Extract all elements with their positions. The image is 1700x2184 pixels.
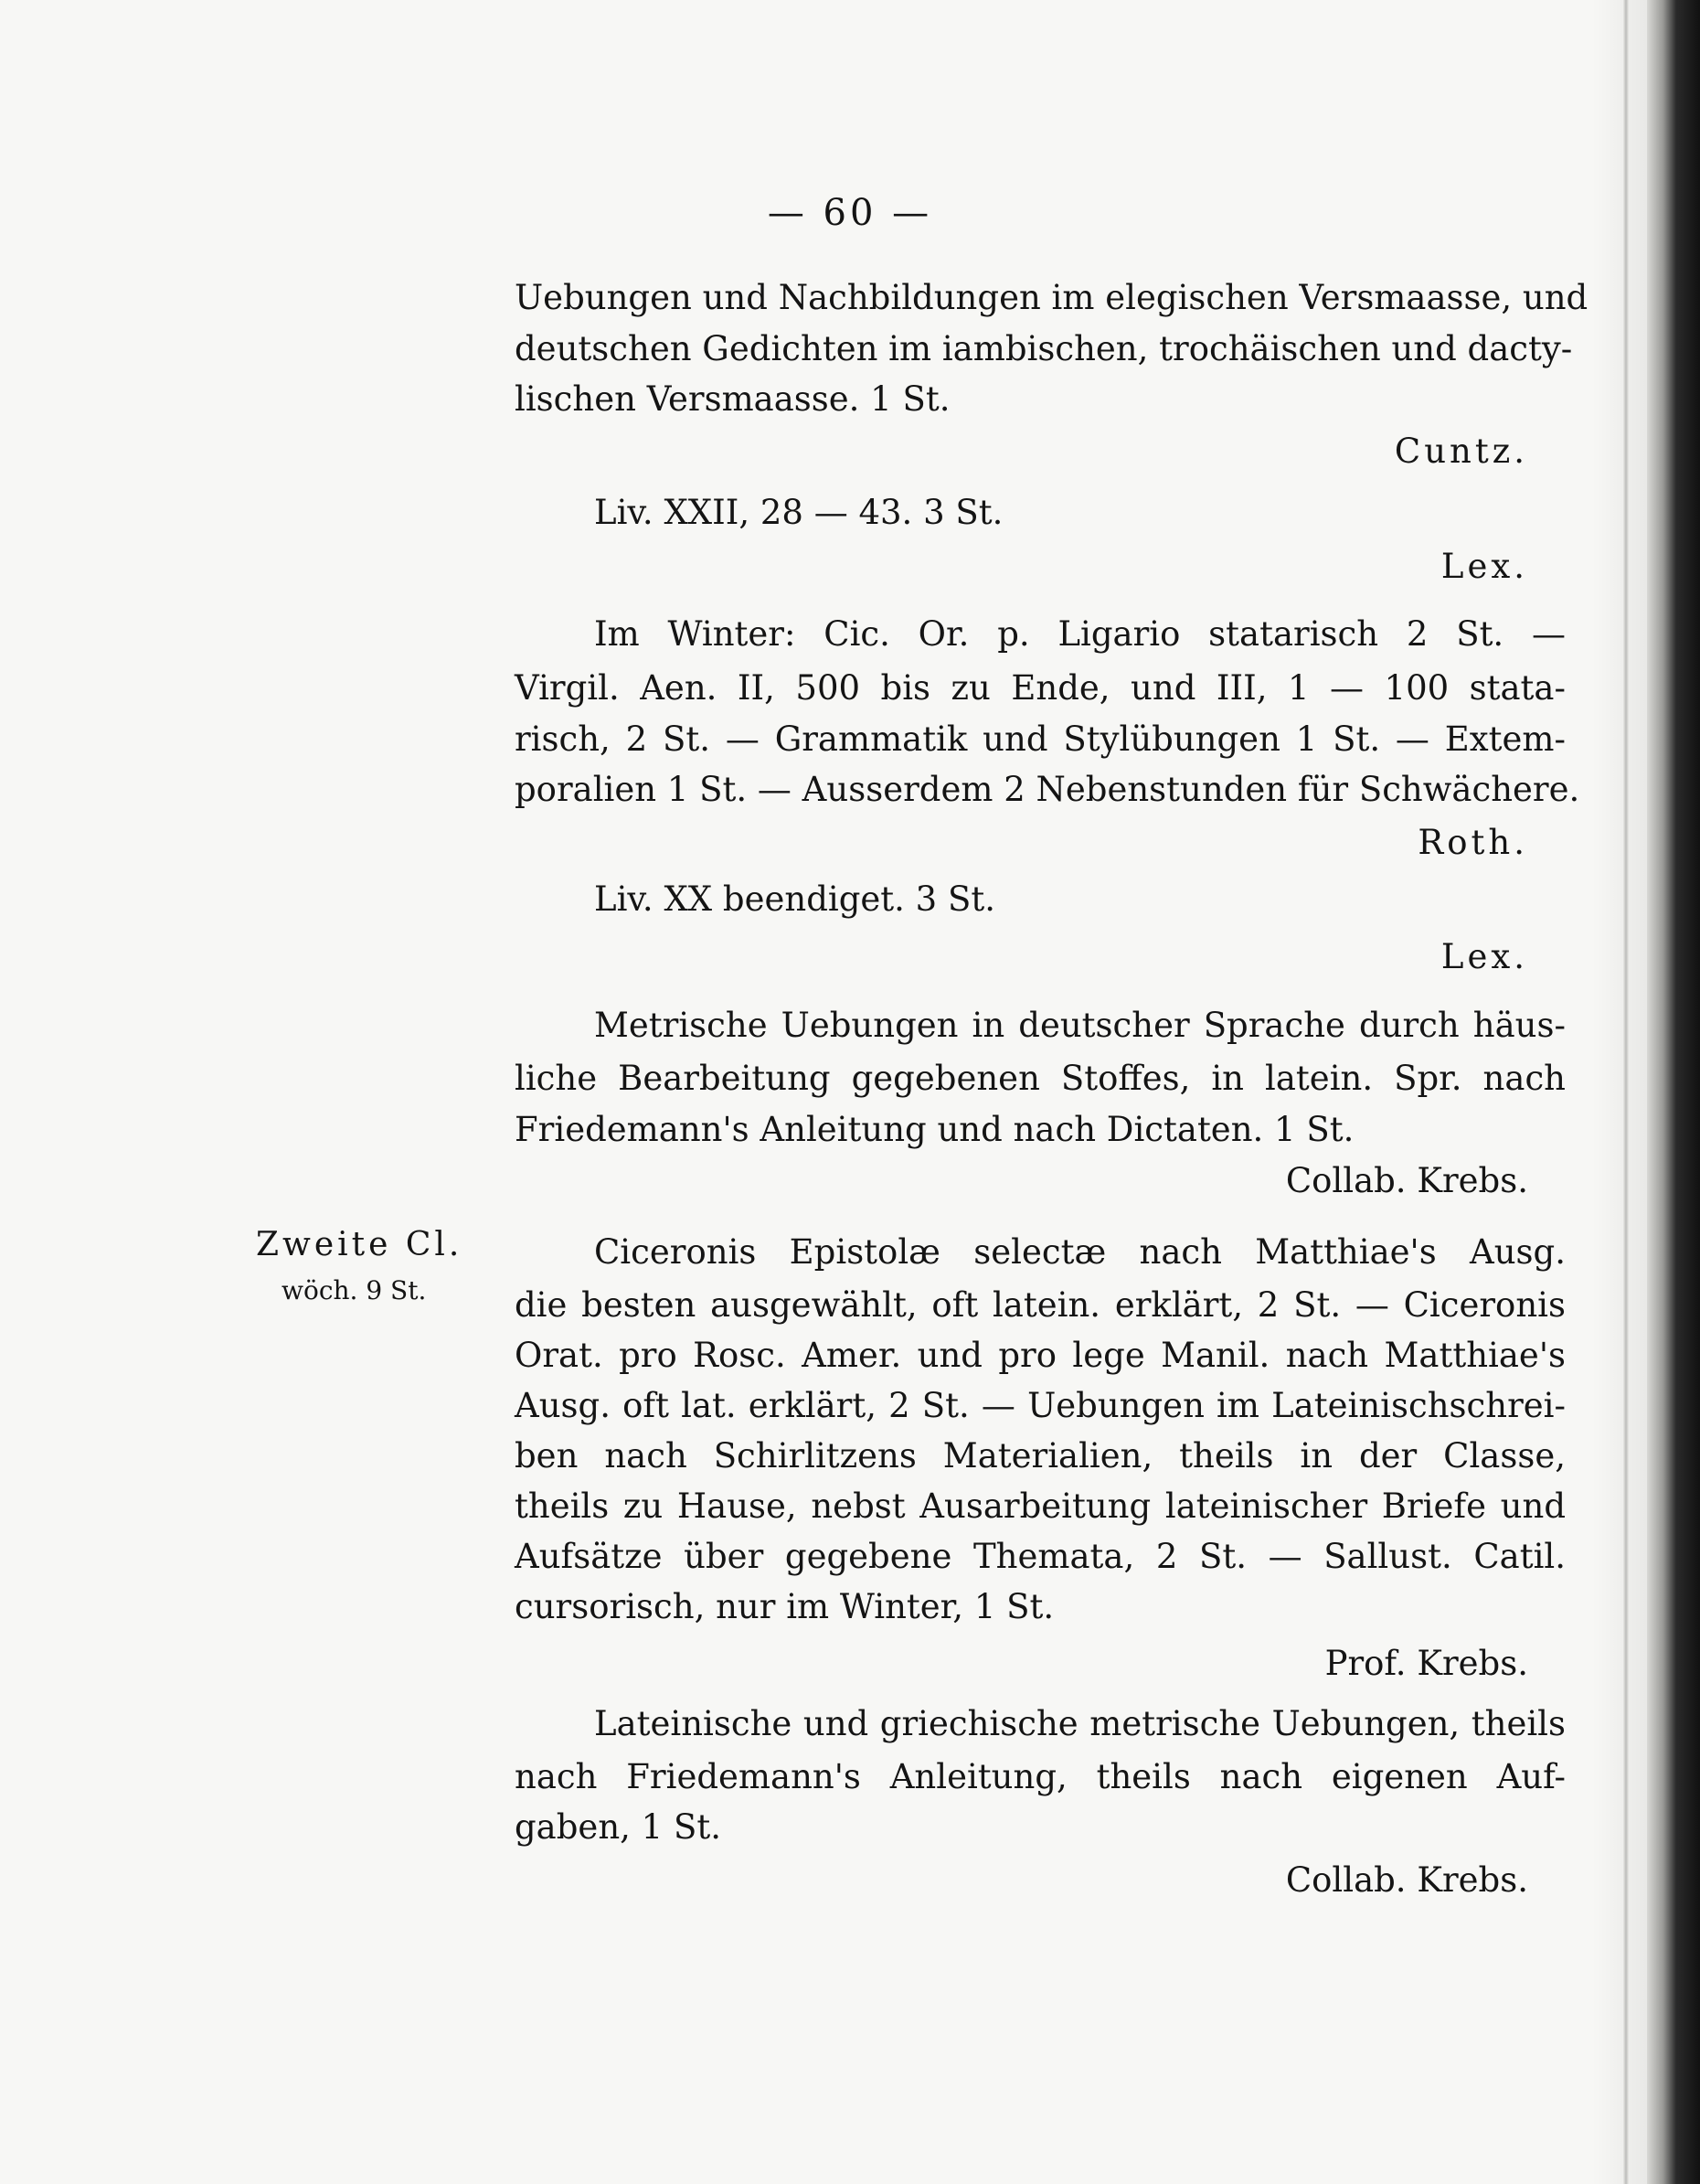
teacher-name: Collab. Krebs. xyxy=(1285,1860,1528,1900)
text-line: lischen Versmaasse. 1 St. xyxy=(515,379,951,419)
text-line: die besten ausgewählt, oft latein. erklärt, 2 St. — Ciceronis xyxy=(515,1285,1566,1325)
text-line: Uebungen und Nachbildungen im elegischen Versmaasse, und xyxy=(515,278,1588,317)
text-line: Im Winter: Cic. Or. p. Ligario statarisch 2 St. — xyxy=(594,614,1566,654)
page-edge-line xyxy=(1623,0,1629,2184)
text-line: gaben, 1 St. xyxy=(515,1807,721,1847)
class-hours: wöch. 9 St. xyxy=(282,1275,427,1305)
page-shadow xyxy=(1592,0,1647,2184)
page-number: — 60 — xyxy=(767,192,933,234)
text-line: poralien 1 St. — Ausserdem 2 Nebenstunden für Schwächere. xyxy=(515,770,1580,809)
text-line: Lateinische und griechische metrische Uebungen, theils xyxy=(594,1704,1566,1743)
text-line: Ciceronis Epistolæ selectæ nach Matthiae's Ausg. xyxy=(594,1232,1566,1272)
teacher-name: Cuntz. xyxy=(1394,431,1528,471)
text-line: Aufsätze über gegebene Themata, 2 St. — Sallust. Catil. xyxy=(515,1537,1566,1576)
teacher-name: Lex. xyxy=(1440,547,1528,586)
teacher-name: Collab. Krebs. xyxy=(1285,1161,1528,1200)
text-line: cursorisch, nur im Winter, 1 St. xyxy=(515,1587,1055,1626)
text-line: risch, 2 St. — Grammatik und Stylübungen 1 St. — Extem- xyxy=(515,719,1566,759)
text-line: Liv. XX beendiget. 3 St. xyxy=(594,879,995,919)
book-binding xyxy=(1647,0,1700,2184)
class-label: Zweite Cl. xyxy=(256,1226,463,1263)
text-line: theils zu Hause, nebst Ausarbeitung lateinischer Briefe und xyxy=(515,1486,1566,1526)
teacher-name: Roth. xyxy=(1418,823,1528,862)
teacher-name: Prof. Krebs. xyxy=(1324,1644,1528,1683)
text-line: nach Friedemann's Anleitung, theils nach eigenen Auf- xyxy=(515,1757,1566,1796)
text-line: Metrische Uebungen in deutscher Sprache durch häus- xyxy=(594,1006,1566,1045)
text-line: Virgil. Aen. II, 500 bis zu Ende, und III, 1 — 100 stata- xyxy=(515,668,1566,708)
text-line: deutschen Gedichten im iambischen, trochäischen und dacty- xyxy=(515,329,1573,368)
text-line: Liv. XXII, 28 — 43. 3 St. xyxy=(594,493,1004,532)
text-line: Ausg. oft lat. erklärt, 2 St. — Uebungen im Lateinischschrei- xyxy=(515,1386,1566,1425)
text-line: Orat. pro Rosc. Amer. und pro lege Manil. nach Matthiae's xyxy=(515,1336,1566,1375)
teacher-name: Lex. xyxy=(1440,937,1528,976)
text-line: liche Bearbeitung gegebenen Stoffes, in latein. Spr. nach xyxy=(515,1059,1566,1098)
text-line: ben nach Schirlitzens Materialien, theils in der Classe, xyxy=(515,1436,1566,1476)
text-line: Friedemann's Anleitung und nach Dictaten. 1 St. xyxy=(515,1110,1355,1149)
